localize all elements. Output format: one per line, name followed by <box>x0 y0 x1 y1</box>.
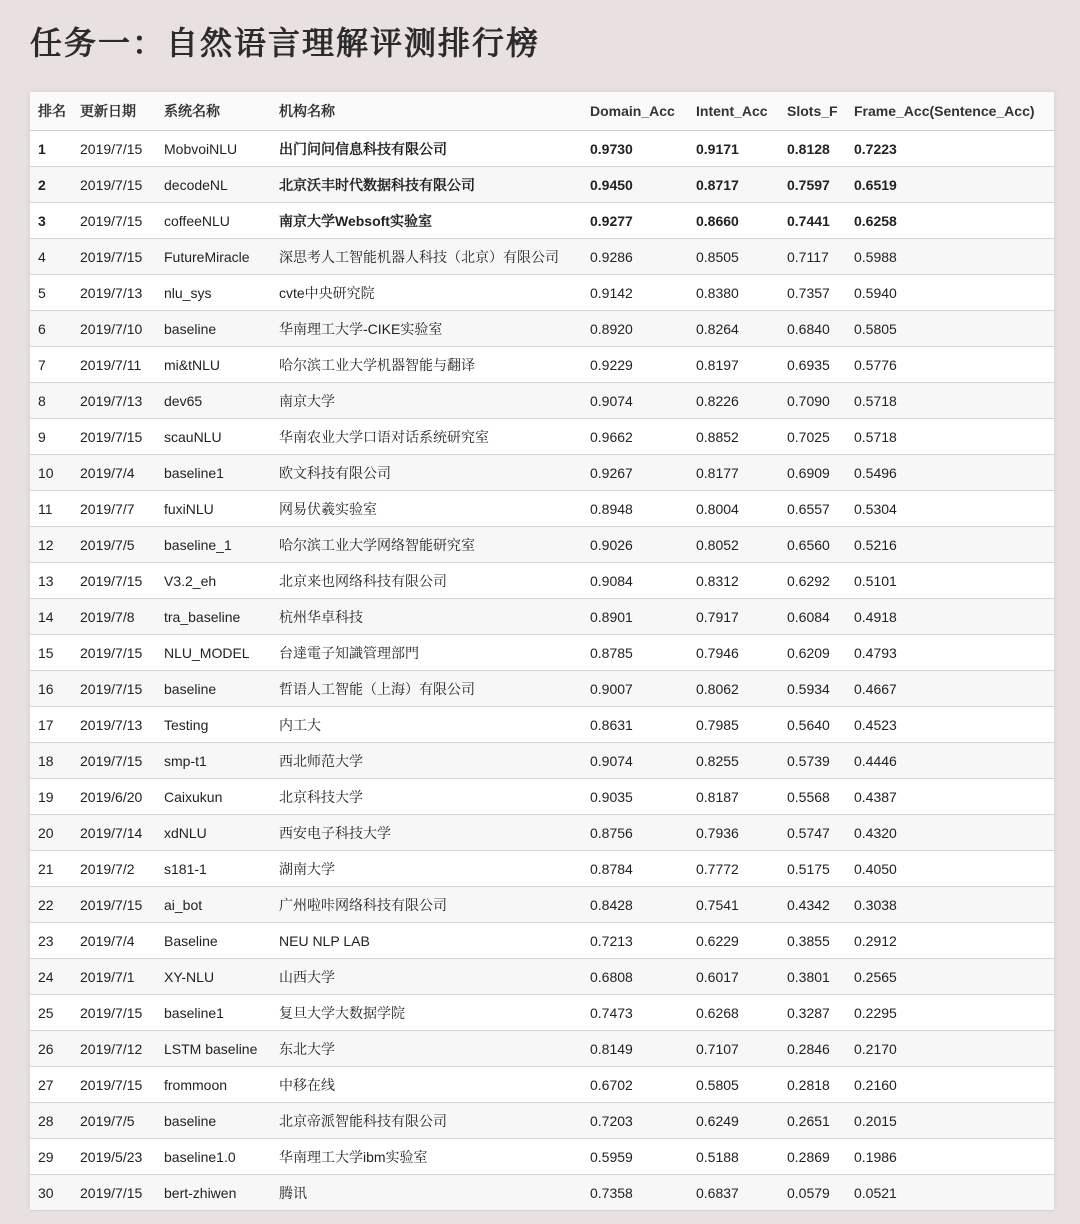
table-row <box>30 599 1054 635</box>
cell-intent: 0.8177 <box>688 455 779 491</box>
cell-rank: 16 <box>30 671 72 707</box>
cell-intent: 0.7936 <box>688 815 779 851</box>
cell-domain: 0.8785 <box>582 635 688 671</box>
column-header-org: 机构名称 <box>271 92 582 131</box>
cell-rank: 11 <box>30 491 72 527</box>
cell-org: 内工大 <box>271 707 582 743</box>
cell-frame: 0.4918 <box>846 599 1054 635</box>
cell-domain: 0.7358 <box>582 1175 688 1211</box>
cell-rank: 26 <box>30 1031 72 1067</box>
cell-date: 2019/7/15 <box>72 995 156 1031</box>
cell-domain: 0.9084 <box>582 563 688 599</box>
cell-org: 哈尔滨工业大学机器智能与翻译 <box>271 347 582 383</box>
cell-sys: nlu_sys <box>156 275 271 311</box>
cell-sys: coffeeNLU <box>156 203 271 239</box>
column-header-slots-f: Slots_F <box>779 92 846 131</box>
cell-sys: NLU_MODEL <box>156 635 271 671</box>
table-row <box>30 455 1054 491</box>
table-row <box>30 1139 1054 1175</box>
cell-date: 2019/7/4 <box>72 455 156 491</box>
cell-sys: FutureMiracle <box>156 239 271 275</box>
cell-slots: 0.4342 <box>779 887 846 923</box>
cell-slots: 0.2651 <box>779 1103 846 1139</box>
table-row <box>30 1031 1054 1067</box>
cell-intent: 0.6268 <box>688 995 779 1031</box>
cell-intent: 0.8660 <box>688 203 779 239</box>
cell-rank: 8 <box>30 383 72 419</box>
cell-sys: MobvoiNLU <box>156 131 271 167</box>
cell-frame: 0.5718 <box>846 383 1054 419</box>
cell-rank: 24 <box>30 959 72 995</box>
cell-org: 湖南大学 <box>271 851 582 887</box>
cell-date: 2019/7/15 <box>72 419 156 455</box>
cell-org: 华南理工大学-CIKE实验室 <box>271 311 582 347</box>
cell-domain: 0.6702 <box>582 1067 688 1103</box>
cell-date: 2019/7/4 <box>72 923 156 959</box>
cell-org: 复旦大学大数据学院 <box>271 995 582 1031</box>
table-row <box>30 635 1054 671</box>
cell-intent: 0.6249 <box>688 1103 779 1139</box>
cell-date: 2019/7/15 <box>72 239 156 275</box>
table-row <box>30 419 1054 455</box>
cell-sys: baseline1.0 <box>156 1139 271 1175</box>
cell-date: 2019/7/7 <box>72 491 156 527</box>
cell-rank: 29 <box>30 1139 72 1175</box>
table-row <box>30 311 1054 347</box>
cell-slots: 0.6084 <box>779 599 846 635</box>
table-row <box>30 959 1054 995</box>
cell-slots: 0.7025 <box>779 419 846 455</box>
cell-org: 出门问问信息科技有限公司 <box>271 131 582 167</box>
cell-slots: 0.6560 <box>779 527 846 563</box>
cell-date: 2019/7/15 <box>72 203 156 239</box>
cell-domain: 0.9229 <box>582 347 688 383</box>
cell-domain: 0.9277 <box>582 203 688 239</box>
cell-sys: frommoon <box>156 1067 271 1103</box>
cell-slots: 0.7441 <box>779 203 846 239</box>
cell-intent: 0.8264 <box>688 311 779 347</box>
cell-date: 2019/7/15 <box>72 635 156 671</box>
cell-intent: 0.8380 <box>688 275 779 311</box>
cell-intent: 0.8226 <box>688 383 779 419</box>
cell-rank: 18 <box>30 743 72 779</box>
cell-frame: 0.2015 <box>846 1103 1054 1139</box>
cell-date: 2019/7/11 <box>72 347 156 383</box>
cell-org: 哈尔滨工业大学网络智能研究室 <box>271 527 582 563</box>
table-row <box>30 347 1054 383</box>
cell-sys: baseline <box>156 1103 271 1139</box>
cell-intent: 0.8852 <box>688 419 779 455</box>
cell-intent: 0.7541 <box>688 887 779 923</box>
cell-rank: 1 <box>30 131 72 167</box>
cell-domain: 0.8784 <box>582 851 688 887</box>
cell-intent: 0.8052 <box>688 527 779 563</box>
cell-sys: s181-1 <box>156 851 271 887</box>
cell-date: 2019/7/15 <box>72 887 156 923</box>
cell-frame: 0.3038 <box>846 887 1054 923</box>
cell-date: 2019/7/13 <box>72 707 156 743</box>
cell-slots: 0.6292 <box>779 563 846 599</box>
cell-org: 北京沃丰时代数据科技有限公司 <box>271 167 582 203</box>
cell-org: 台達電子知識管理部門 <box>271 635 582 671</box>
cell-rank: 12 <box>30 527 72 563</box>
cell-org: 华南农业大学口语对话系统研究室 <box>271 419 582 455</box>
cell-intent: 0.8062 <box>688 671 779 707</box>
cell-domain: 0.7203 <box>582 1103 688 1139</box>
table-row <box>30 1103 1054 1139</box>
table-row <box>30 203 1054 239</box>
table-row <box>30 671 1054 707</box>
cell-slots: 0.6909 <box>779 455 846 491</box>
cell-rank: 2 <box>30 167 72 203</box>
cell-slots: 0.0579 <box>779 1175 846 1211</box>
cell-org: 西北师范大学 <box>271 743 582 779</box>
table-row <box>30 779 1054 815</box>
cell-rank: 21 <box>30 851 72 887</box>
cell-frame: 0.5101 <box>846 563 1054 599</box>
cell-frame: 0.4667 <box>846 671 1054 707</box>
cell-rank: 19 <box>30 779 72 815</box>
cell-frame: 0.4793 <box>846 635 1054 671</box>
table-row <box>30 563 1054 599</box>
cell-slots: 0.5640 <box>779 707 846 743</box>
cell-org: 南京大学Websoft实验室 <box>271 203 582 239</box>
cell-intent: 0.5188 <box>688 1139 779 1175</box>
cell-org: cvte中央研究院 <box>271 275 582 311</box>
cell-slots: 0.3801 <box>779 959 846 995</box>
column-header-domain-acc: Domain_Acc <box>582 92 688 131</box>
cell-slots: 0.5175 <box>779 851 846 887</box>
cell-rank: 23 <box>30 923 72 959</box>
cell-domain: 0.9142 <box>582 275 688 311</box>
cell-sys: baseline <box>156 311 271 347</box>
cell-frame: 0.5776 <box>846 347 1054 383</box>
cell-intent: 0.7985 <box>688 707 779 743</box>
cell-domain: 0.9035 <box>582 779 688 815</box>
cell-sys: fuxiNLU <box>156 491 271 527</box>
cell-frame: 0.5304 <box>846 491 1054 527</box>
cell-intent: 0.8717 <box>688 167 779 203</box>
cell-org: 北京科技大学 <box>271 779 582 815</box>
cell-sys: Testing <box>156 707 271 743</box>
cell-frame: 0.0521 <box>846 1175 1054 1211</box>
cell-frame: 0.4050 <box>846 851 1054 887</box>
cell-slots: 0.2846 <box>779 1031 846 1067</box>
cell-sys: XY-NLU <box>156 959 271 995</box>
cell-intent: 0.8197 <box>688 347 779 383</box>
cell-org: 网易伏羲实验室 <box>271 491 582 527</box>
cell-org: 杭州华卓科技 <box>271 599 582 635</box>
cell-rank: 4 <box>30 239 72 275</box>
cell-org: 南京大学 <box>271 383 582 419</box>
cell-org: 腾讯 <box>271 1175 582 1211</box>
cell-intent: 0.7107 <box>688 1031 779 1067</box>
table-row <box>30 275 1054 311</box>
cell-date: 2019/5/23 <box>72 1139 156 1175</box>
cell-rank: 17 <box>30 707 72 743</box>
cell-sys: decodeNL <box>156 167 271 203</box>
cell-frame: 0.1986 <box>846 1139 1054 1175</box>
cell-rank: 25 <box>30 995 72 1031</box>
table-row <box>30 527 1054 563</box>
cell-intent: 0.7772 <box>688 851 779 887</box>
cell-rank: 15 <box>30 635 72 671</box>
cell-slots: 0.5739 <box>779 743 846 779</box>
cell-intent: 0.8505 <box>688 239 779 275</box>
cell-domain: 0.7473 <box>582 995 688 1031</box>
cell-sys: LSTM baseline <box>156 1031 271 1067</box>
page-title: 任务一：自然语言理解评测排行榜 <box>30 24 541 62</box>
cell-date: 2019/7/13 <box>72 383 156 419</box>
cell-date: 2019/7/15 <box>72 743 156 779</box>
cell-domain: 0.6808 <box>582 959 688 995</box>
cell-domain: 0.9450 <box>582 167 688 203</box>
cell-domain: 0.8631 <box>582 707 688 743</box>
cell-domain: 0.8901 <box>582 599 688 635</box>
cell-slots: 0.5568 <box>779 779 846 815</box>
cell-rank: 6 <box>30 311 72 347</box>
cell-slots: 0.6935 <box>779 347 846 383</box>
cell-sys: baseline1 <box>156 995 271 1031</box>
cell-sys: baseline <box>156 671 271 707</box>
cell-org: 广州啦咔网络科技有限公司 <box>271 887 582 923</box>
cell-org: 欧文科技有限公司 <box>271 455 582 491</box>
table-row <box>30 743 1054 779</box>
cell-org: 北京帝派智能科技有限公司 <box>271 1103 582 1139</box>
cell-domain: 0.9026 <box>582 527 688 563</box>
table-row <box>30 167 1054 203</box>
cell-org: 深思考人工智能机器人科技（北京）有限公司 <box>271 239 582 275</box>
cell-date: 2019/7/8 <box>72 599 156 635</box>
cell-domain: 0.9662 <box>582 419 688 455</box>
cell-org: 中移在线 <box>271 1067 582 1103</box>
cell-domain: 0.9074 <box>582 383 688 419</box>
leaderboard-sheet <box>30 92 1054 1208</box>
table-row <box>30 995 1054 1031</box>
table-row <box>30 851 1054 887</box>
cell-intent: 0.8004 <box>688 491 779 527</box>
table-row <box>30 923 1054 959</box>
table-row <box>30 1175 1054 1211</box>
cell-date: 2019/7/5 <box>72 527 156 563</box>
cell-slots: 0.2869 <box>779 1139 846 1175</box>
cell-org: 东北大学 <box>271 1031 582 1067</box>
cell-frame: 0.2295 <box>846 995 1054 1031</box>
cell-intent: 0.7946 <box>688 635 779 671</box>
cell-frame: 0.2160 <box>846 1067 1054 1103</box>
cell-slots: 0.5934 <box>779 671 846 707</box>
cell-rank: 3 <box>30 203 72 239</box>
cell-intent: 0.6017 <box>688 959 779 995</box>
cell-intent: 0.8255 <box>688 743 779 779</box>
cell-date: 2019/7/15 <box>72 167 156 203</box>
cell-frame: 0.4523 <box>846 707 1054 743</box>
cell-frame: 0.5805 <box>846 311 1054 347</box>
cell-slots: 0.6840 <box>779 311 846 347</box>
cell-intent: 0.8187 <box>688 779 779 815</box>
cell-sys: scauNLU <box>156 419 271 455</box>
cell-rank: 28 <box>30 1103 72 1139</box>
cell-domain: 0.9267 <box>582 455 688 491</box>
table-row <box>30 815 1054 851</box>
table-row <box>30 491 1054 527</box>
cell-rank: 7 <box>30 347 72 383</box>
cell-date: 2019/7/15 <box>72 1175 156 1211</box>
cell-org: 哲语人工智能（上海）有限公司 <box>271 671 582 707</box>
cell-sys: V3.2_eh <box>156 563 271 599</box>
cell-intent: 0.6837 <box>688 1175 779 1211</box>
cell-rank: 27 <box>30 1067 72 1103</box>
cell-intent: 0.9171 <box>688 131 779 167</box>
table-row <box>30 707 1054 743</box>
cell-rank: 9 <box>30 419 72 455</box>
cell-slots: 0.6209 <box>779 635 846 671</box>
cell-slots: 0.5747 <box>779 815 846 851</box>
cell-frame: 0.5718 <box>846 419 1054 455</box>
cell-frame: 0.4446 <box>846 743 1054 779</box>
cell-intent: 0.8312 <box>688 563 779 599</box>
cell-date: 2019/7/10 <box>72 311 156 347</box>
column-header-intent-acc: Intent_Acc <box>688 92 779 131</box>
cell-frame: 0.7223 <box>846 131 1054 167</box>
column-header-rank: 排名 <box>30 92 72 131</box>
table-row <box>30 1067 1054 1103</box>
cell-org: 山西大学 <box>271 959 582 995</box>
cell-date: 2019/7/1 <box>72 959 156 995</box>
cell-sys: bert-zhiwen <box>156 1175 271 1211</box>
cell-date: 2019/7/15 <box>72 671 156 707</box>
table-row <box>30 887 1054 923</box>
cell-slots: 0.6557 <box>779 491 846 527</box>
cell-sys: mi&tNLU <box>156 347 271 383</box>
column-header-system: 系统名称 <box>156 92 271 131</box>
cell-frame: 0.6258 <box>846 203 1054 239</box>
cell-sys: Baseline <box>156 923 271 959</box>
cell-org: 华南理工大学ibm实验室 <box>271 1139 582 1175</box>
cell-intent: 0.6229 <box>688 923 779 959</box>
cell-frame: 0.2565 <box>846 959 1054 995</box>
cell-frame: 0.4320 <box>846 815 1054 851</box>
cell-rank: 22 <box>30 887 72 923</box>
cell-domain: 0.8149 <box>582 1031 688 1067</box>
cell-slots: 0.8128 <box>779 131 846 167</box>
leaderboard-table <box>30 92 1054 1211</box>
cell-frame: 0.2170 <box>846 1031 1054 1067</box>
cell-org: 北京来也网络科技有限公司 <box>271 563 582 599</box>
cell-date: 2019/6/20 <box>72 779 156 815</box>
table-row <box>30 131 1054 167</box>
cell-rank: 13 <box>30 563 72 599</box>
cell-rank: 14 <box>30 599 72 635</box>
cell-intent: 0.7917 <box>688 599 779 635</box>
cell-slots: 0.3855 <box>779 923 846 959</box>
cell-sys: Caixukun <box>156 779 271 815</box>
cell-date: 2019/7/13 <box>72 275 156 311</box>
cell-org: NEU NLP LAB <box>271 923 582 959</box>
cell-sys: xdNLU <box>156 815 271 851</box>
cell-frame: 0.5988 <box>846 239 1054 275</box>
cell-domain: 0.5959 <box>582 1139 688 1175</box>
cell-domain: 0.7213 <box>582 923 688 959</box>
cell-sys: baseline1 <box>156 455 271 491</box>
cell-domain: 0.9730 <box>582 131 688 167</box>
cell-slots: 0.7117 <box>779 239 846 275</box>
cell-sys: baseline_1 <box>156 527 271 563</box>
cell-date: 2019/7/2 <box>72 851 156 887</box>
table-row <box>30 383 1054 419</box>
cell-frame: 0.6519 <box>846 167 1054 203</box>
cell-frame: 0.5216 <box>846 527 1054 563</box>
cell-sys: ai_bot <box>156 887 271 923</box>
cell-domain: 0.9286 <box>582 239 688 275</box>
cell-rank: 5 <box>30 275 72 311</box>
cell-slots: 0.7090 <box>779 383 846 419</box>
cell-domain: 0.8756 <box>582 815 688 851</box>
cell-rank: 10 <box>30 455 72 491</box>
cell-date: 2019/7/15 <box>72 563 156 599</box>
cell-date: 2019/7/12 <box>72 1031 156 1067</box>
cell-frame: 0.5496 <box>846 455 1054 491</box>
cell-intent: 0.5805 <box>688 1067 779 1103</box>
cell-sys: smp-t1 <box>156 743 271 779</box>
cell-frame: 0.4387 <box>846 779 1054 815</box>
cell-slots: 0.7597 <box>779 167 846 203</box>
cell-domain: 0.9074 <box>582 743 688 779</box>
column-header-frame-acc: Frame_Acc(Sentence_Acc) <box>846 92 1054 131</box>
cell-rank: 20 <box>30 815 72 851</box>
cell-domain: 0.8920 <box>582 311 688 347</box>
cell-slots: 0.2818 <box>779 1067 846 1103</box>
cell-org: 西安电子科技大学 <box>271 815 582 851</box>
cell-sys: dev65 <box>156 383 271 419</box>
cell-date: 2019/7/5 <box>72 1103 156 1139</box>
cell-date: 2019/7/14 <box>72 815 156 851</box>
cell-rank: 30 <box>30 1175 72 1211</box>
cell-sys: tra_baseline <box>156 599 271 635</box>
header-row <box>30 92 1054 131</box>
table-row <box>30 239 1054 275</box>
cell-date: 2019/7/15 <box>72 1067 156 1103</box>
cell-domain: 0.9007 <box>582 671 688 707</box>
cell-frame: 0.5940 <box>846 275 1054 311</box>
cell-date: 2019/7/15 <box>72 131 156 167</box>
cell-domain: 0.8948 <box>582 491 688 527</box>
cell-slots: 0.7357 <box>779 275 846 311</box>
cell-domain: 0.8428 <box>582 887 688 923</box>
cell-slots: 0.3287 <box>779 995 846 1031</box>
cell-frame: 0.2912 <box>846 923 1054 959</box>
column-header-date: 更新日期 <box>72 92 156 131</box>
